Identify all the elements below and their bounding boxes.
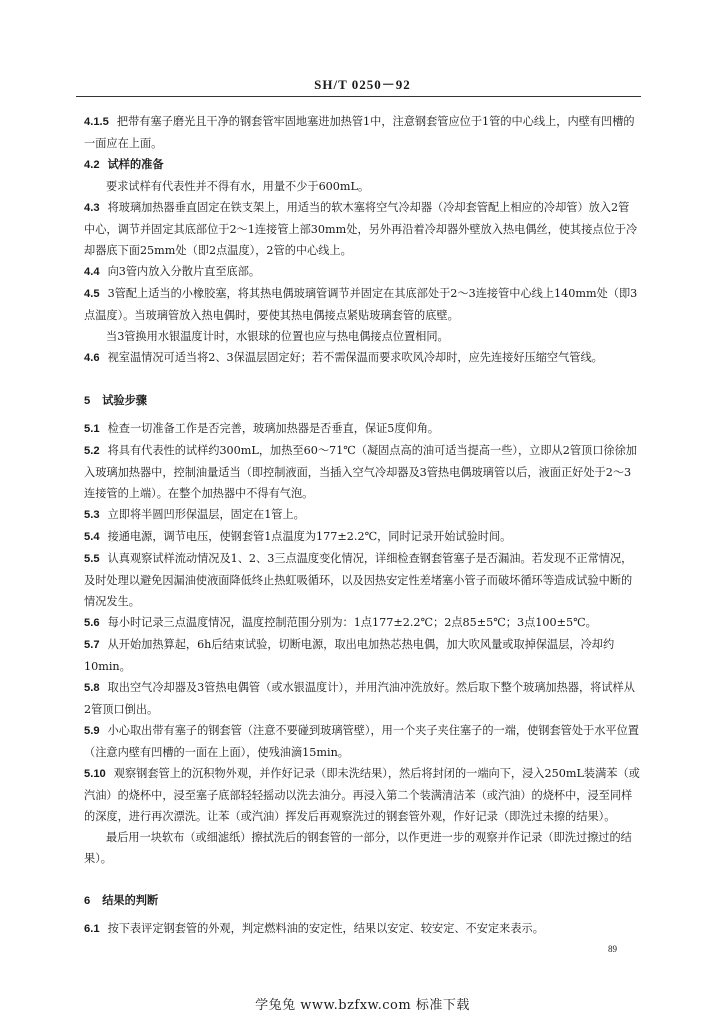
clause-number: 4.5 (84, 288, 100, 300)
clause-text: 要求试样有代表性并不得有水，用量不少于600mL。 (106, 180, 370, 193)
clause-number: 5.5 (84, 553, 100, 565)
clause-text: 按下表评定钢套管的外观，判定燃料油的安定性，结果以安定、较安定、不安定来表示。 (107, 922, 544, 935)
clause-paragraph (84, 111, 640, 154)
clause-text: 视室温情况可适当将2、3保温层固定好；若不需保温而要求吹风冷却时，应先连接好压缩空气管线。 (107, 351, 603, 364)
clause-number: 5.7 (84, 639, 100, 651)
clause-number: 5.4 (84, 531, 100, 543)
clause-text: 试验步骤 (102, 393, 147, 407)
clause-text: 取出空气冷却器及3管热电偶管（或水银温度计），并用汽油冲洗放好。然后取下整个玻璃加热器，将试样从2管顶口倒出。 (84, 681, 635, 716)
clause-number: 5.2 (84, 445, 100, 457)
clause-text: 小心取出带有塞子的钢套管（注意不要碰到玻璃管壁），用一个夹子夹住塞子的一端，使钢套管处于水平位置（注意内壁有凹槽的一面在上面），使残油滴15min。 (84, 724, 639, 759)
clause-paragraph (84, 720, 640, 763)
clause-number: 4.2 (84, 159, 100, 171)
clause-text: 结果的判断 (102, 893, 159, 907)
clause-text: 最后用一块软布（或细滤纸）擦拭洗后的钢套管的一部分，以作更进一步的观察并作记录（即洗过擦过的结果）。 (84, 831, 632, 865)
clause-text: 检查一切准备工作是否完善，玻璃加热器是否垂直，保证5度仰角。 (107, 422, 440, 435)
clause-paragraph (84, 677, 640, 720)
document-body (84, 111, 640, 940)
clause-text: 将玻璃加热器垂直固定在铁支架上，用适当的软木塞将空气冷却器（冷却套管配上相应的冷却管）放入2管中心，调节并固定其底部位于2～1连接管上部30mm处，另外再沿着冷却器外壁放入热电偶丝，使其接点位于冷却器底下面25mm处（即2点温度），2管的中心线上。 (84, 201, 638, 257)
clause-paragraph (84, 176, 640, 197)
clause-number: 5.3 (84, 509, 100, 521)
section-heading (84, 390, 640, 412)
clause-text: 立即将半圆凹形保温层，固定在1管上。 (107, 508, 305, 521)
clause-text: 将具有代表性的试样约300mL，加热至60～71℃（凝固点高的油可适当提高一些），立即从2管顶口徐徐加入玻璃加热器中，控制油量适当（即控制液面，当插入空气冷却器及3管热电偶玻璃管以后，液面正好处于2～3连接管的上端）。在整个加热器中不得有气泡。 (84, 444, 637, 500)
clause-paragraph (84, 634, 640, 677)
clause-paragraph (84, 763, 640, 827)
page-header: SH/T 0250－92 (314, 77, 411, 92)
clause-text: 试样的准备 (107, 157, 164, 171)
clause-number: 6.1 (84, 923, 100, 935)
clause-number: 5.10 (84, 768, 106, 780)
clause-number: 5 (84, 395, 91, 407)
clause-text: 每小时记录三点温度情况，温度控制范围分别为：1点177±2.2℃；2点85±5℃；3点100±5℃。 (107, 616, 597, 629)
clause-text: 向3管内放入分散片直至底部。 (107, 265, 261, 278)
clause-paragraph (84, 154, 640, 176)
clause-text: 3管配上适当的小橡胶塞，将其热电偶玻璃管调节并固定在其底部处于2～3连接管中心线上140mm处（即3点温度）。当玻璃管放入热电偶时，要使其热电偶接点紧贴玻璃套管的底壁。 (84, 287, 638, 322)
footer-watermark: 学兔兔 www.bzfxw.com 标准下载 (255, 998, 470, 1013)
clause-number: 4.6 (84, 352, 100, 364)
clause-text: 接通电源，调节电压，使钢套管1点温度为177±2.2℃，同时记录开始试验时间。 (107, 530, 512, 543)
clause-paragraph (84, 347, 640, 369)
clause-number: 5.8 (84, 682, 100, 694)
clause-paragraph (84, 612, 640, 634)
clause-number: 5.1 (84, 423, 100, 435)
clause-paragraph (84, 418, 640, 440)
clause-text: 从开始加热算起，6h后结束试验，切断电源，取出电加热芯热电偶，加大吹风量或取掉保温层，冷却约10min。 (84, 638, 615, 673)
clause-number: 5.6 (84, 617, 100, 629)
clause-text: 认真观察试样流动情况及1、2、3三点温度变化情况，详细检查钢套管塞子是否漏油。若发现不正常情况，及时处理以避免因漏油使液面降低终止热虹吸循环，以及因热安定性差堵塞小管子而破坏循环等造成试验中断的情况发生。 (84, 552, 633, 608)
clause-paragraph (84, 827, 640, 869)
clause-text: 把带有塞子磨光且干净的钢套管牢固地塞进加热管1中，注意钢套管应位于1管的中心线上，内壁有凹槽的一面应在上面。 (84, 115, 635, 150)
clause-paragraph (84, 440, 640, 504)
clause-number: 5.9 (84, 725, 100, 737)
clause-paragraph (84, 326, 640, 347)
clause-text: 观察钢套管上的沉积物外观，并作好记录（即未洗结果），然后将封闭的一端向下，浸入250mL装满苯（或汽油）的烧杯中，浸至塞子底部轻轻摇动以洗去油分。再浸入第二个装满清洁苯（或汽油）的烧杯中，浸至同样的深度，进行再次漂洗。让苯（或汽油）挥发后再观察洗过的钢套管外观，作好记录（即洗过未擦的结果）。 (84, 767, 640, 823)
clause-paragraph (84, 526, 640, 548)
clause-number: 4.4 (84, 266, 100, 278)
clause-paragraph (84, 197, 640, 261)
clause-text: 当3管换用水银温度计时，水银球的位置也应与热电偶接点位置相同。 (106, 330, 449, 343)
section-gap (84, 369, 640, 379)
clause-paragraph (84, 918, 640, 940)
clause-number: 6 (84, 895, 91, 907)
clause-number: 4.1.5 (84, 116, 109, 128)
section-heading (84, 890, 640, 912)
section-gap (84, 869, 640, 879)
clause-paragraph (84, 283, 640, 326)
clause-paragraph (84, 261, 640, 283)
header-rule (76, 96, 641, 97)
clause-paragraph (84, 548, 640, 612)
clause-number: 4.3 (84, 202, 100, 214)
page-number: 89 (608, 944, 617, 954)
clause-paragraph (84, 504, 640, 526)
